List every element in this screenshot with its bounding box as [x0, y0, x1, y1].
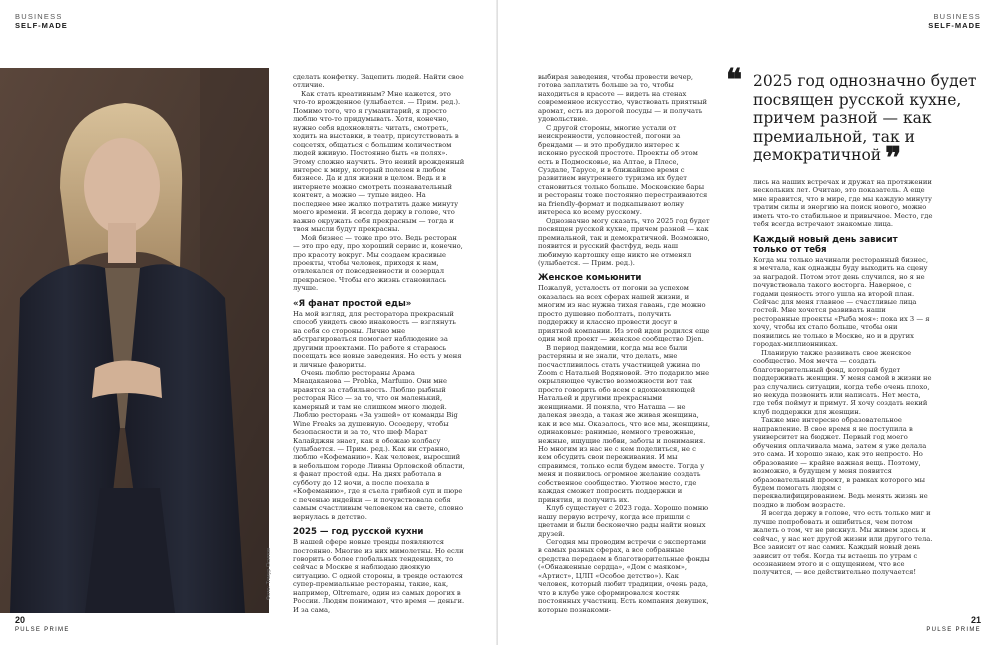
article-column-1	[293, 73, 465, 614]
photo-credit: Фото: Тимур Осипов	[266, 548, 272, 601]
section-label	[15, 12, 68, 30]
quote-close-mark: ❞	[885, 141, 902, 176]
article-column-2	[538, 73, 710, 614]
article-paragraph: Я всегда держу в голове, что есть только миг и лучше попробовать и ошибиться, чем потом жалеть о том, чт не рискнул. Мы живем здесь и сейчас, у нас нет другой жизни или другого тела. Все зависит от нас самих. Каждый новый день зависит от тебя. Когда ты встаешь по утрам с осознанием этого и с ощущением, что все получится, — все действительно получается!	[753, 509, 933, 577]
pull-quote	[726, 63, 988, 176]
article-paragraph: Клуб существует с 2023 года. Хорошо помню нашу первую встречу, когда все пришли с цветами и были бесконечно рады найти новых друзей.	[538, 504, 709, 538]
article-paragraph: На мой взгляд, для ресторатора прекрасный способ увидеть свою инаковость — взглянуть на себя со стороны. Лично мне абстрагироваться помогает наблюдение за другими проектами. По работе я стараюсь посещать все новые заведения. Но есть у меня и личные фавориты.	[293, 309, 462, 369]
right-page	[498, 0, 995, 645]
article-paragraph: Мой бизнес — тоже про это. Ведь ресторан — это про еду, про хороший сервис и, конечно, про красоту вокруг. Мы создаем красивые проекты, чтобы человек, приходя к нам, отвлекался от повседневности и созерцал прекрасное. Чтобы его жизнь становилась лучше.	[293, 233, 463, 293]
page-number-right: 21	[970, 615, 981, 625]
article-paragraph: Когда мы только начинали ресторанный бизнес, я мечтала, как однажды буду выходить на сцену за наградой. Потом этот день случился, но я не почувствовала такого восторга. Наверное, с годами ценность этого ушла на второй план. Сейчас для меня главное — счастливые лица гостей. Мне хочется развивать наши ресторанные проекты «Рыба моя»: пока их 3 — я хочу, чтобы их стало больше, чтобы они появились не только в Москве, но и в других городах-миллионниках.	[753, 255, 930, 349]
article-paragraph: Однозначно могу сказать, что 2025 год будет посвящен русской кухне, причем разной — как премиальной, так и демократичной. Возможно, появится и русский фастфуд, ведь наш любимую картошку еще никто не отменял (улыбается. — Прим. ред.).	[538, 216, 710, 267]
folio-left	[15, 615, 70, 635]
section-heading: «Я фанат простой еды»	[293, 298, 412, 309]
article-paragraph: Также мне интересно образовательное направление. В свое время я не поступила в университет на бюджет. Первый год моего обучения оплачивала мама, затем я уже делала это сама. И хорошо знаю, как это непросто. Но образование — крайне важная вещь. Поэтому, возможно, в будущем у меня появится образовательный проект, в рамках которого мы будем помогать людям с переквалифицированием. Ведь менять жизнь не поздно в любом возрасте.	[753, 416, 928, 509]
article-paragraph: В нашей сфере новые тренды появляются постоянно. Многие из них мимолетны. Но если говорить о более глобальных тенденциях, то сейчас в Москве я наблюдаю двоякую ситуацию. С одной стороны, в тренде остаются супер-премиальные рестораны, такие, как, например, Oltremare, один из самых дорогих в России. Людям понимают, что время — деньги. И за сама,	[293, 538, 465, 614]
article-paragraph: лись на наших встречах и дружат на протяжении нескольких лет. Очитаю, это показатель. А еще мне нравится, что в мире, где мы каждую минуту тратим силы и энергию на поиск нового, можно иметь что-то стабильное и привычное. Место, где тебя всегда встречают знакомые лица.	[753, 178, 933, 229]
article-paragraph: В период пандемии, когда мы все были растеряны и не знали, что делать, мне посчастливилось стать участницей ужина по Zoom с Натальей Водяновой. Это подарило мне окрыляющее чувство возможности вот так просто говорить обо всем с вдохновляющей Натальей и другими прекрасными женщинами. Я поняла, что Наташа — не далекая звезда, а такая же живая женщина, как и все мы. Оказалось, что все мы, женщины, одинаковые: ранимые, немного тревожные, нежные, ищущие любви, заботы и понимания. Но многим из нас не с кем поделиться, не с кем обсудить свои переживания. И мы справимся, только если будем вместе. Тогда у меня и появилось огромное желание создать собственное сообщество. Уютное место, где каждая сможет попросить поддержки и принятия, и получить их.	[538, 343, 711, 504]
folio-right	[926, 615, 981, 635]
section-heading: Женское комьюнити	[538, 273, 642, 284]
article-paragraph: Пожалуй, усталость от погони за успехом оказалась на всех сферах нашей жизни, и многим из нас нужна тихая гавань, где можно просто душевно поболтать, получить поддержку и классно провести досуг в приятной компании. Из этой идеи родился еще один мой проект — женское сообщество Djen.	[538, 284, 710, 344]
article-paragraph: выбирая заведения, чтобы провести вечер, готова заплатить больше за то, чтобы находиться в красоте — видеть на стенах современное искусство, чувствовать приятный аромат, есть из дорогой посуды — и получать удовольствие.	[538, 73, 708, 124]
section-name: BUSINESS	[15, 12, 63, 21]
article-paragraph: Очень люблю рестораны Арама Мнацаканова — Probka, Marfuшo. Они мне нравятся за стабильность. Люблю рыбный ресторан Rico — за то, что он маленький, камерный и там не слишком много людей. Люблю ресторань «За узшей» от команды Big Wine Freaks за душевную. Осоедеру, чтобы безопасности и за то, что шеф Марат Калайджян знает, как я обожаю колбасу (улыбается. — Прим. ред.). Как ни странно, люблю «Кофеманию». Как человек, выросший в небольшом городе Ливны Орловской области, я фанат простой еды. На днях работала в субботу до 12 ночи, а после поехала в «Кофеманию», где я съела грибной суп и пюре с печенью индейки — и почувствовала себя самым счастливым человеком на свете, словно вернулась в детство.	[293, 368, 465, 521]
magazine-name-right: PULSE PRIME	[926, 627, 981, 633]
section-heading: Каждый новый день зависит только от тебя	[753, 234, 898, 255]
page-number-left: 20	[15, 615, 26, 625]
subsection-name: SELF-MADE	[15, 21, 68, 30]
portrait-illustration	[0, 68, 269, 613]
left-page	[0, 0, 497, 645]
magazine-name-left: PULSE PRIME	[15, 627, 70, 633]
article-paragraph: Планирую также развивать свое женское сообщество. Моя мечта — создать благотворительный фонд, который будет поддерживать женщин. У меня самой в жизни не раз случались ситуации, когда тебе очень плохо, но некуда позвонить или написать. Нет места, где тебя поймут и примут. Я хочу создать некий клуб поддержки для женщин.	[753, 348, 932, 416]
article-paragraph: С другой стороны, многие устали от неискренности, условностей, погони за брендами — и это пробудило интерес к исконно русской простоте. Проекты об этом есть в Подмосковье, на Алтае, в Плесе, Суздале, Тарусе, и в ближайшее время с развитием внутреннего туризма их будет становиться только больше. Московские бары и рестораны тоже постоянно перестраиваются на friendly-формат и подкапывают волну интереса ко всему русскому.	[538, 123, 708, 217]
article-paragraph: Как стать креативным? Мне кажется, это что-то врожденное (улыбается. — Прим. ред.). Помимо того, что я гуманитарий, я просто люблю что-то придумывать. Хотя, конечно, нужно себя вдохновлять: читать, смотреть, ходить на выставки, в театр, присутствовать в соцсетях, общаться с большим количеством людей вживую. Постоянно быть «в полях». Этому сложно научить. Это неиий врожденный интерес к миру, который полезен в любом бизнесе. Да и для жизни в целом. Ведь и в интернете можно смотреть познавательный контент, а можно — тупые видео. На последнее мне жалко потратить даже минуту моего времени. Я всегда держу в голове, что важно окружать себя прекрасным — тогда и твоя мысли будут прекрасны.	[293, 89, 465, 234]
subsection-name-right: SELF-MADE	[928, 21, 981, 30]
section-label-right	[928, 12, 981, 30]
pull-quote-text: 2025 год однозначно будет посвящен русской кухне, причем разной — как премиальной, так и демократичной	[753, 72, 977, 164]
quote-open-mark: ❝	[726, 63, 743, 98]
section-heading: 2025 — год русской кухни	[293, 527, 424, 538]
portrait-photo	[0, 68, 269, 613]
article-paragraph: Сегодня мы проводим встречи с экспертами в самых разных сферах, а все собранные средства передаем в благотворительные фонды («Обнаженные сердца», «Дом с маяком», «Артист», ЦЛП «Особое детство»). Как человек, который любит традиции, очень рада, что в клубе уже сформировался костяк постоянных участниц. Есть компания девушек, которые познакоми-	[538, 538, 710, 614]
article-column-3	[753, 178, 933, 577]
article-paragraph: сделать конфетку. Зацепить людей. Найти свое отличие.	[293, 73, 464, 90]
section-name-right: BUSINESS	[933, 12, 981, 21]
